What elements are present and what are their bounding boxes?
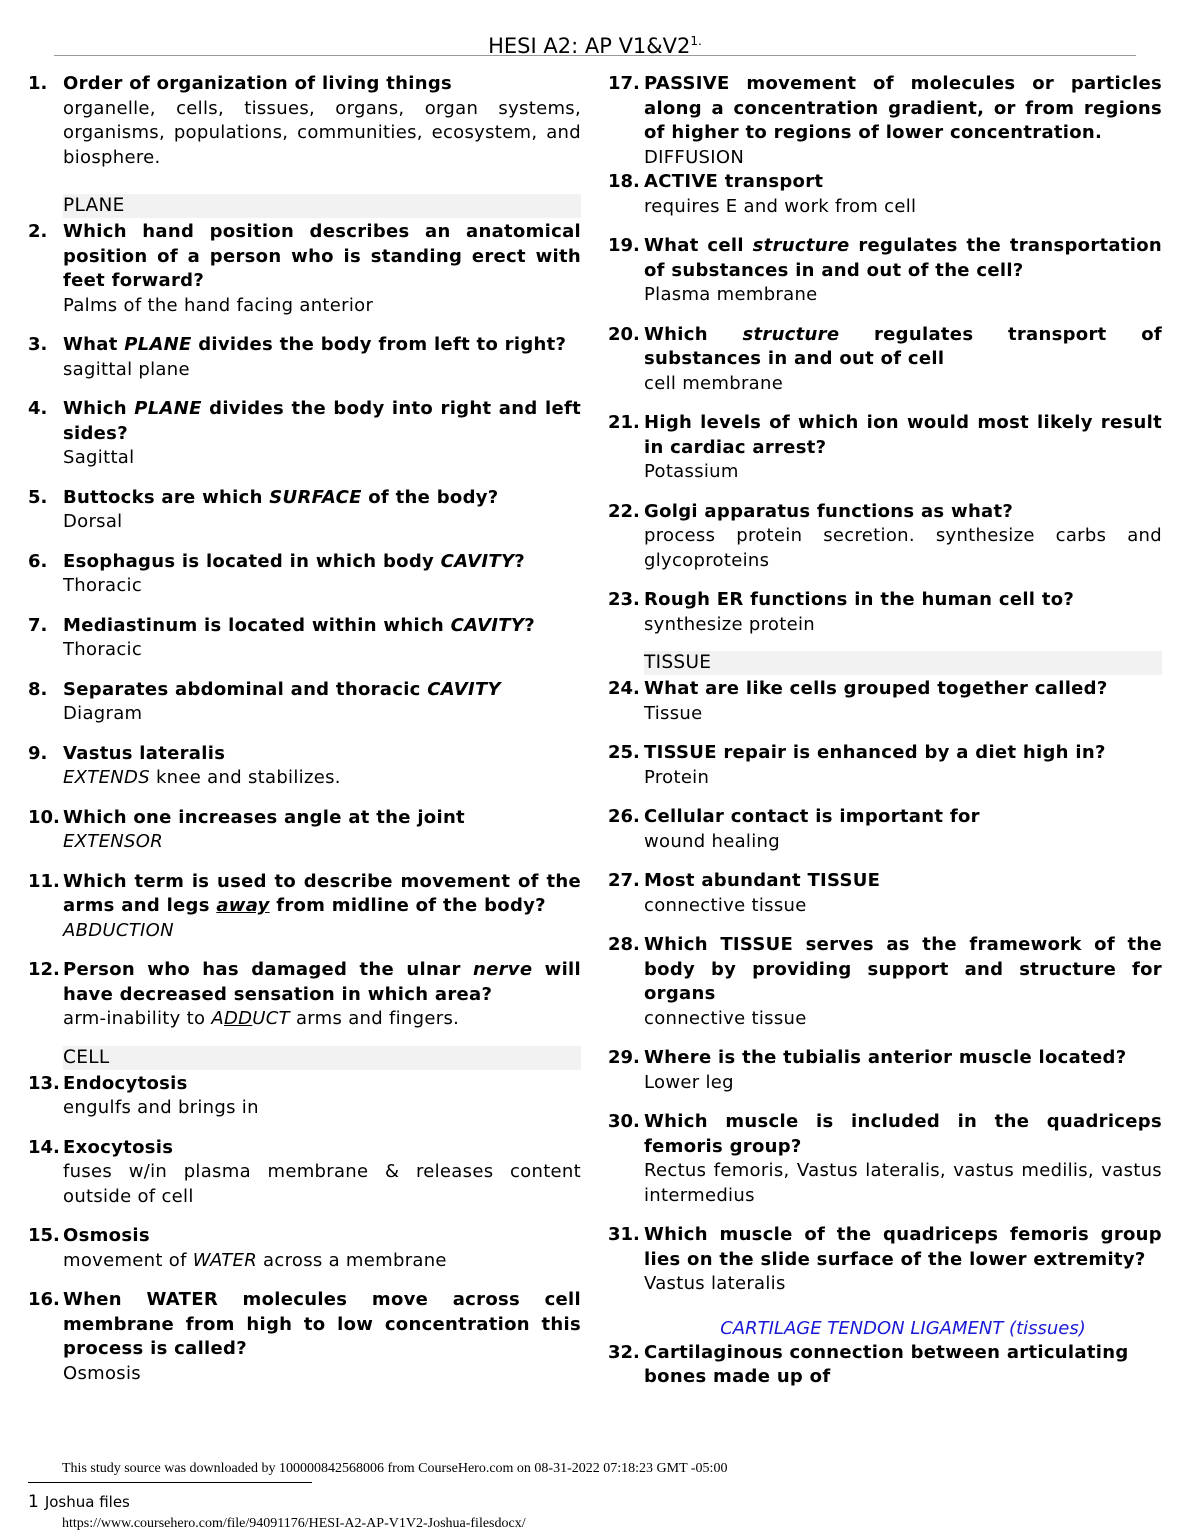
answer-text: Palms of the hand facing anterior [63, 294, 374, 316]
footnote-ref: 1. [690, 34, 702, 48]
footnote-divider [28, 1482, 312, 1483]
answer-text: Tissue [644, 702, 703, 724]
question-item [28, 742, 581, 791]
answer-text: ABDUCTION [63, 919, 174, 941]
question-text: Mediastinum is located within which CAVITY? [63, 614, 535, 636]
section-heading-tissue: TISSUE [644, 651, 1162, 675]
question-text: PASSIVE movement of molecules or particles along a concentration gradient, or from regions of higher to regions of lower concentration. [644, 73, 1162, 143]
question-item [28, 958, 581, 1032]
question-number: 31. [608, 1224, 640, 1245]
question-text: Separates abdominal and thoracic CAVITY [63, 678, 501, 700]
question-number: 27. [608, 870, 640, 891]
question-text: Cartilaginous connection between articulating bones made up of [644, 1341, 1129, 1387]
question-number: 22. [608, 500, 640, 522]
question-number: 29. [608, 1047, 640, 1068]
question-number: 1. [28, 73, 48, 94]
question-text: Cellular contact is important for [644, 806, 980, 827]
question-text: Which structure regulates transport of substances in and out of cell [644, 323, 1162, 369]
question-item [28, 550, 581, 599]
answer-text: Vastus lateralis [644, 1273, 786, 1294]
question-item [28, 397, 581, 471]
answer-text: Plasma membrane [644, 284, 818, 305]
answer-text: Potassium [644, 461, 739, 482]
answer-text: Thoracic [63, 575, 143, 596]
question-text: High levels of which ion would most likely result in cardiac arrest? [644, 412, 1162, 458]
answer-text: movement of WATER across a membrane [63, 1249, 447, 1271]
answer-text: Dorsal [63, 511, 123, 532]
question-item [28, 1072, 581, 1121]
question-item [28, 806, 581, 855]
question-number: 3. [28, 334, 48, 355]
answer-text: Lower leg [644, 1071, 734, 1093]
question-item [28, 72, 581, 170]
question-item [608, 72, 1162, 170]
question-text: Which TISSUE serves as the framework of the body by providing support and structure for organs [644, 934, 1162, 1004]
answer-text: Thoracic [63, 639, 143, 660]
question-number: 7. [28, 614, 48, 636]
question-item [608, 741, 1162, 790]
question-number: 9. [28, 742, 48, 764]
answer-text: cell membrane [644, 372, 784, 394]
question-item [28, 1136, 581, 1210]
question-number: 12. [28, 959, 60, 980]
question-number: 4. [28, 398, 48, 419]
question-text: Which PLANE divides the body into right and left sides? [63, 398, 581, 444]
question-number: 23. [608, 589, 640, 610]
question-item [608, 1110, 1162, 1208]
answer-text: fuses w/in plasma membrane & releases content outside of cell [63, 1161, 581, 1207]
question-number: 26. [608, 806, 640, 827]
question-number: 24. [608, 678, 640, 699]
question-item [28, 870, 581, 944]
question-item [608, 500, 1162, 574]
question-text: Endocytosis [63, 1072, 188, 1094]
answer-text: synthesize protein [644, 613, 815, 635]
question-item [608, 805, 1162, 854]
question-text: Where is the tubialis anterior muscle located? [644, 1047, 1127, 1068]
question-number: 11. [28, 870, 60, 892]
question-number: 30. [608, 1111, 640, 1132]
question-number: 5. [28, 486, 48, 508]
question-text: What are like cells grouped together called? [644, 678, 1108, 699]
footnote-text: Joshua files [44, 1493, 130, 1511]
question-number: 18. [608, 171, 640, 192]
question-text: Most abundant TISSUE [644, 870, 881, 891]
download-source-notice: This study source was downloaded by 100000842568006 from CourseHero.com on 08-31-2022 07:18:23 GMT -05:00 [62, 1461, 728, 1476]
answer-text: process protein secretion. synthesize carbs and glycoproteins [644, 525, 1162, 571]
question-text: Osmosis [63, 1225, 150, 1246]
answer-text: Rectus femoris, Vastus lateralis, vastus medilis, vastus intermedius [644, 1160, 1162, 1206]
footnote-number: 1 [28, 1492, 39, 1512]
question-number: 25. [608, 742, 640, 763]
question-number: 2. [28, 221, 48, 242]
question-item [28, 678, 581, 727]
question-text: Which muscle is included in the quadriceps femoris group? [644, 1111, 1162, 1157]
question-item [608, 323, 1162, 397]
question-number: 17. [608, 73, 640, 94]
question-text: TISSUE repair is enhanced by a diet high in? [644, 742, 1106, 763]
question-item [608, 234, 1162, 308]
question-item [608, 933, 1162, 1031]
question-text: What PLANE divides the body from left to right? [63, 334, 567, 355]
question-item [608, 1223, 1162, 1297]
question-item [608, 677, 1162, 726]
question-text: Person who has damaged the ulnar nerve will have decreased sensation in which area? [63, 959, 581, 1005]
answer-text: wound healing [644, 830, 780, 852]
page-header [54, 28, 1136, 56]
question-text: Golgi apparatus functions as what? [644, 500, 1014, 522]
question-text: When WATER molecules move across cell membrane from high to low concentration this process is called? [63, 1289, 581, 1359]
question-number: 28. [608, 934, 640, 955]
answer-text: EXTENSOR [63, 831, 164, 852]
answer-text: connective tissue [644, 894, 807, 916]
question-text: Exocytosis [63, 1136, 174, 1158]
question-item [28, 614, 581, 663]
answer-text: Sagittal [63, 447, 135, 468]
question-number: 16. [28, 1289, 60, 1310]
answer-text: arm-inability to ADDUCT arms and fingers. [63, 1008, 460, 1029]
left-column [28, 72, 581, 1386]
question-number: 14. [28, 1136, 60, 1158]
question-text: ACTIVE transport [644, 171, 824, 192]
question-item [608, 588, 1162, 637]
answer-text: engulfs and brings in [63, 1097, 259, 1118]
question-text: Which hand position describes an anatomical position of a person who is standing erect with feet forward? [63, 221, 581, 291]
question-text: Vastus lateralis [63, 742, 226, 764]
question-text: Which one increases angle at the joint [63, 806, 465, 828]
answer-text: sagittal plane [63, 358, 190, 380]
question-text: Order of organization of living things [63, 73, 453, 94]
question-item [28, 220, 581, 318]
question-item [28, 333, 581, 382]
question-number: 15. [28, 1225, 60, 1246]
question-item [608, 1046, 1162, 1095]
question-number: 20. [608, 323, 640, 345]
answer-text: Diagram [63, 703, 143, 724]
question-item [608, 411, 1162, 485]
answer-text: Osmosis [63, 1362, 141, 1384]
question-number: 32. [608, 1341, 640, 1363]
right-column [608, 72, 1162, 1390]
question-text: Buttocks are which SURFACE of the body? [63, 486, 499, 508]
answer-text: connective tissue [644, 1007, 807, 1029]
question-number: 19. [608, 235, 640, 256]
question-number: 6. [28, 550, 48, 572]
question-item [608, 1341, 1162, 1390]
question-text: Esophagus is located in which body CAVITY? [63, 550, 526, 572]
section-heading-cell: CELL [63, 1046, 581, 1070]
page-title: HESI A2: AP V1&V2 [488, 34, 691, 58]
section-heading-cartilage: CARTILAGE TENDON LIGAMENT (tissues) [720, 1317, 1086, 1339]
question-item [608, 170, 1162, 219]
question-item [608, 869, 1162, 918]
question-text: What cell structure regulates the transportation of substances in and out of the cell? [644, 235, 1163, 281]
question-item [28, 1224, 581, 1273]
question-number: 21. [608, 412, 640, 433]
section-heading-plane: PLANE [63, 194, 581, 218]
question-number: 10. [28, 806, 60, 828]
question-text: Rough ER functions in the human cell to? [644, 589, 1075, 610]
answer-text: organelle, cells, tissues, organs, organ systems, organisms, populations, communities, ecosystem, and biosphere. [63, 97, 581, 168]
question-item [28, 486, 581, 535]
question-number: 13. [28, 1072, 60, 1094]
question-item [28, 1288, 581, 1386]
question-number: 8. [28, 678, 48, 700]
answer-text: requires E and work from cell [644, 195, 917, 217]
footnote [28, 1492, 130, 1512]
answer-text: DIFFUSION [644, 146, 745, 168]
source-url[interactable]: https://www.coursehero.com/file/94091176/HESI-A2-AP-V1V2-Joshua-filesdocx/ [62, 1516, 526, 1531]
answer-text: EXTENDS knee and stabilizes. [63, 767, 341, 788]
question-text: Which muscle of the quadriceps femoris group lies on the slide surface of the lower extremity? [644, 1224, 1162, 1270]
answer-text: Protein [644, 766, 710, 788]
question-text: Which term is used to describe movement of the arms and legs away from midline of the body? [63, 870, 581, 916]
